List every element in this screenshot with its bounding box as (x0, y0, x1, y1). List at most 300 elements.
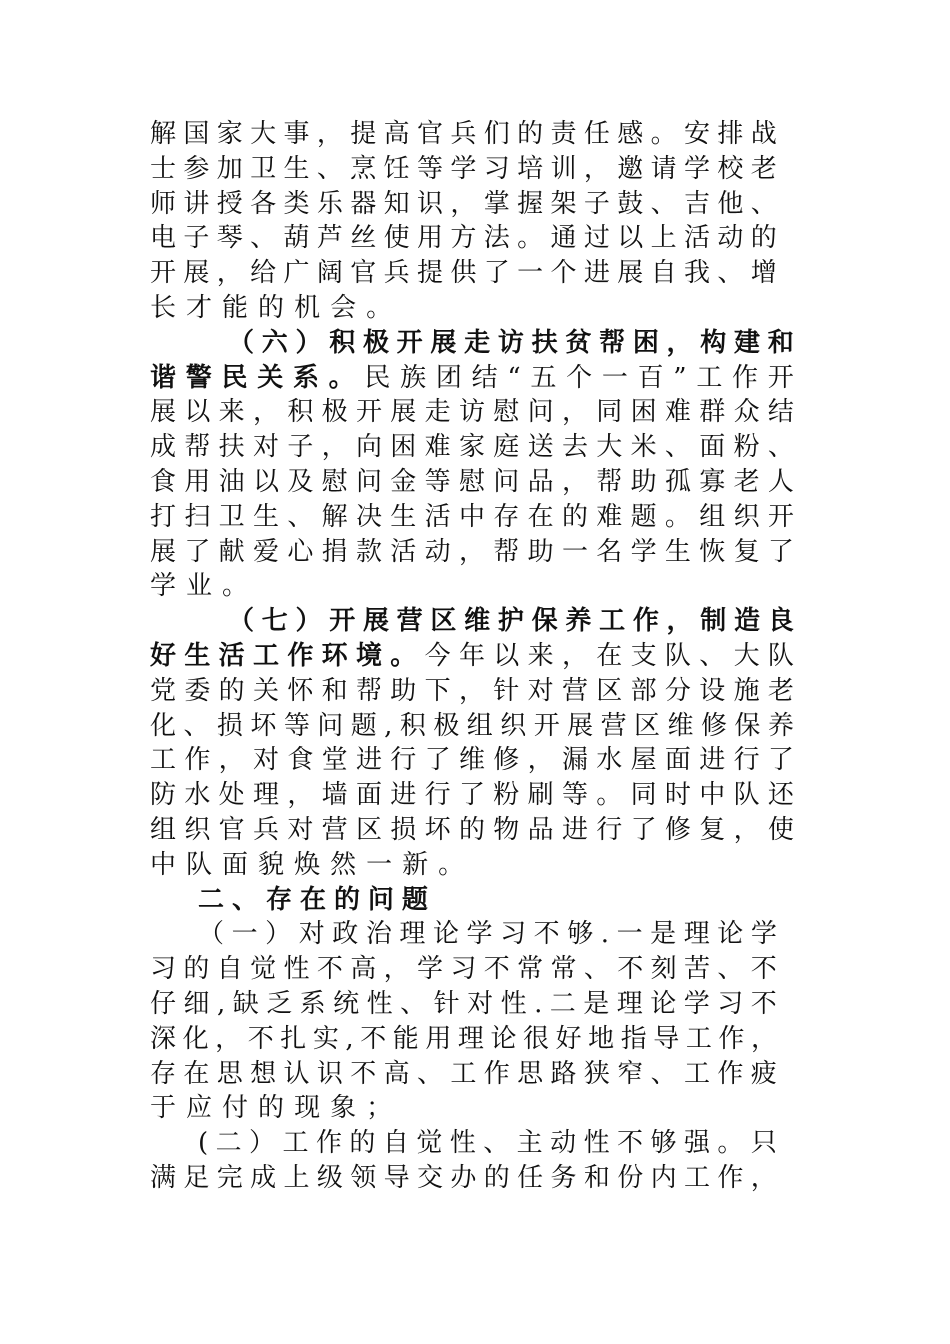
text-char: 极 (433, 710, 460, 741)
text-char: 象 (330, 1093, 357, 1124)
text-char: 等 (561, 780, 588, 811)
text-char: 织 (733, 501, 760, 532)
text-char: 损 (390, 815, 417, 845)
text-char: 设 (699, 675, 726, 706)
text-char: 个 (550, 258, 577, 289)
text-char: 强 (683, 1128, 710, 1159)
text-char: 在 (596, 641, 623, 671)
text-char: 性 (583, 1128, 610, 1159)
text-char: 困 (630, 397, 657, 428)
text-char: 动 (550, 1128, 577, 1159)
text-char: 问 (355, 467, 382, 497)
text-char: 队 (186, 849, 213, 880)
text-char: 、 (717, 954, 744, 985)
text-char: 高 (383, 1058, 410, 1089)
text-char: 够 (650, 1128, 677, 1159)
text-char: 工 (684, 1163, 711, 1193)
text-line (150, 290, 393, 326)
text-char: 还 (767, 780, 794, 811)
text-char: 饪 (383, 153, 410, 184)
text-char: 庭 (493, 432, 520, 463)
text-char: 交 (417, 1163, 444, 1193)
text-char: 族 (400, 362, 427, 393)
text-char: 任 (517, 1163, 544, 1193)
text-char: 政 (332, 919, 359, 950)
text-char: 访 (497, 327, 524, 358)
text-line (150, 360, 794, 396)
text-char: 貌 (258, 849, 285, 880)
text-char: 满 (150, 1163, 177, 1193)
text-char: 们 (483, 119, 510, 149)
text-char: 金 (390, 467, 417, 497)
text-char: 团 (435, 362, 462, 393)
text-char: 一 (517, 258, 544, 289)
text-char: 提 (417, 258, 444, 289)
text-char: 子 (583, 188, 610, 219)
text-char: 了 (767, 745, 794, 776)
text-char: 动 (717, 223, 744, 254)
text-char: 部 (630, 675, 657, 706)
text-char: 油 (218, 467, 245, 497)
text-char: 用 (425, 1023, 452, 1054)
text-char: 。 (650, 119, 677, 149)
text-char: 人 (767, 467, 794, 497)
text-char: ， (458, 536, 485, 567)
text-char: 的 (561, 501, 588, 532)
text-char: 丝 (350, 223, 377, 254)
text-line (150, 986, 777, 1022)
text-char: 疲 (750, 1058, 777, 1089)
text-char: 邀 (617, 153, 644, 184)
text-char: 领 (350, 1163, 377, 1193)
text-char: 关 (257, 362, 284, 393)
text-char: 论 (717, 919, 744, 950)
text-char: 决 (355, 501, 382, 532)
text-char: 二 (215, 1128, 242, 1159)
text-char: 习 (450, 954, 477, 985)
text-line (150, 1021, 777, 1057)
text-char: 生 (283, 153, 310, 184)
text-char: ， (561, 641, 588, 671)
text-char: 责 (550, 119, 577, 149)
text-char: 物 (493, 815, 520, 845)
text-char: ； (366, 1093, 393, 1124)
text-char: ） (295, 606, 322, 637)
text-char: 完 (216, 1163, 243, 1193)
text-char: 架 (550, 188, 577, 219)
text-char: 化 (182, 1023, 209, 1054)
text-char: 款 (355, 536, 382, 567)
text-char: 行 (424, 780, 451, 811)
text-char: 学 (466, 919, 493, 950)
text-char: 份 (617, 1163, 644, 1193)
text-char: 保 (531, 606, 558, 637)
text-char: 缺 (232, 989, 259, 1019)
text-char: 工 (696, 362, 723, 393)
text-char: 校 (717, 153, 744, 184)
text-char: 识 (316, 1058, 343, 1089)
text-char: 复 (699, 815, 726, 845)
text-char: 困 (632, 327, 659, 358)
text-line (150, 464, 794, 500)
text-char: 子 (183, 223, 210, 254)
text-char: . (534, 989, 543, 1019)
text-char: 很 (523, 1023, 550, 1054)
text-char: 分 (664, 675, 691, 706)
text-char: 名 (596, 536, 623, 567)
text-char: 对 (467, 989, 494, 1019)
text-char: 良 (767, 606, 794, 637)
text-char: 展 (567, 710, 594, 741)
text-char: 狭 (583, 1058, 610, 1089)
text-char: 高 (350, 954, 377, 985)
text-char: 护 (497, 606, 524, 637)
text-char: 扎 (280, 1023, 307, 1054)
text-char: 、 (583, 954, 610, 985)
text-char: 工 (252, 641, 279, 671)
text-char: ， (666, 327, 693, 358)
text-char: ， (218, 745, 245, 776)
text-line (198, 1125, 777, 1161)
text-char: ” (673, 362, 687, 393)
text-char: 兵 (450, 119, 477, 149)
text-char: 题 (350, 710, 377, 741)
text-char: 和 (767, 327, 794, 358)
text-char: 是 (650, 919, 677, 950)
text-char: 在 (527, 501, 554, 532)
text-char: ， (458, 675, 485, 706)
text-char: 向 (355, 432, 382, 463)
text-char: 电 (150, 223, 177, 254)
text-char: 帮 (184, 432, 211, 463)
text-char: 使 (383, 223, 410, 254)
text-char: 习 (483, 153, 510, 184)
text-char: 识 (417, 188, 444, 219)
text-char: 在 (183, 1058, 210, 1089)
text-line (150, 1056, 777, 1092)
text-char: 成 (250, 1163, 277, 1193)
text-char: 积 (329, 327, 356, 358)
text-line (150, 777, 794, 813)
text-char: 、 (483, 1128, 510, 1159)
text-char: 开 (329, 606, 356, 637)
text-char: 以 (493, 641, 520, 671)
text-line (150, 429, 794, 465)
text-char: 助 (390, 675, 417, 706)
text-char: 。 (596, 780, 623, 811)
text-char: 、 (183, 710, 210, 741)
text-char: 足 (183, 1163, 210, 1193)
text-char: 题 (630, 501, 657, 532)
text-char: 帮 (599, 327, 626, 358)
text-char: 走 (464, 327, 491, 358)
text-char: 是 (583, 989, 610, 1019)
text-char: 思 (517, 1058, 544, 1089)
text-char: 粉 (733, 432, 760, 463)
text-char: ， (750, 1023, 777, 1054)
text-char: 老 (733, 467, 760, 497)
text-char: 理 (616, 989, 643, 1019)
text-char: 想 (250, 1058, 277, 1089)
text-char: 觉 (416, 1128, 443, 1159)
text-char: ， (527, 745, 554, 776)
text-char: 展 (390, 397, 417, 428)
text-line (150, 742, 794, 778)
text-char: 学 (450, 153, 477, 184)
text-char: ， (750, 1163, 777, 1193)
text-char: 知 (383, 188, 410, 219)
text-char: 、 (287, 501, 314, 532)
text-char: 学 (150, 571, 177, 602)
text-char: （ (228, 606, 255, 637)
text-char: 造 (734, 606, 761, 637)
text-char: 上 (650, 223, 677, 254)
text-char: 性 (449, 1128, 476, 1159)
text-char: 老 (750, 153, 777, 184)
text-char: 官 (350, 258, 377, 289)
text-char: “ (507, 362, 521, 393)
text-char: 中 (458, 501, 485, 532)
text-char: 的 (183, 954, 210, 985)
text-char: ， (287, 780, 314, 811)
text-char: 动 (424, 536, 451, 567)
text-char: 面 (664, 745, 691, 776)
text-char: 助 (527, 536, 554, 567)
text-char: ( (198, 1128, 209, 1159)
text-char: 组 (699, 501, 726, 532)
text-line (150, 1160, 777, 1196)
text-char: 处 (218, 780, 245, 811)
text-char: 献 (218, 536, 245, 567)
text-char: 工 (450, 1058, 477, 1089)
text-char: 队 (733, 780, 760, 811)
text-char: 慰 (321, 467, 348, 497)
text-char: ， (583, 153, 610, 184)
text-char: 广 (283, 258, 310, 289)
text-char: 子 (287, 432, 314, 463)
text-char: 织 (184, 815, 211, 845)
text-char: 导 (383, 1163, 410, 1193)
text-char: . (600, 919, 610, 950)
text-char: 复 (733, 536, 760, 567)
text-char: 安 (684, 119, 711, 149)
text-char: 他 (717, 188, 744, 219)
text-char: ） (249, 1128, 276, 1159)
text-char: ， (321, 432, 348, 463)
text-char: 通 (550, 223, 577, 254)
text-char: 、 (650, 188, 677, 219)
text-char: 习 (717, 989, 744, 1019)
text-char: 活 (424, 501, 451, 532)
text-char: 作 (718, 1023, 745, 1054)
text-char: 官 (417, 119, 444, 149)
text-char: 兵 (252, 815, 279, 845)
text-char: 营 (600, 710, 627, 741)
text-char: 开 (533, 710, 560, 741)
text-char: 鼓 (617, 188, 644, 219)
text-char: 来 (527, 641, 554, 671)
text-char: 老 (767, 675, 794, 706)
text-char: 掌 (483, 188, 510, 219)
text-char: 。 (717, 1128, 744, 1159)
text-char: 送 (527, 432, 554, 463)
text-line (150, 1090, 393, 1126)
text-char: 了 (184, 536, 211, 567)
text-char: 任 (583, 119, 610, 149)
text-char: 织 (500, 710, 527, 741)
text-char: ， (383, 954, 410, 985)
text-char: 区 (596, 675, 623, 706)
text-char: 水 (184, 780, 211, 811)
text-char: 法 (483, 223, 510, 254)
text-char: 使 (767, 815, 794, 845)
text-char: 一 (601, 362, 628, 393)
text-char: 开 (355, 397, 382, 428)
text-char: 问 (493, 467, 520, 497)
text-line (150, 116, 777, 152)
text-line (150, 847, 465, 883)
text-char: 修 (664, 815, 691, 845)
text-char: 、 (750, 188, 777, 219)
text-char: 付 (222, 1093, 249, 1124)
text-char: 作 (632, 606, 659, 637)
text-char: 开 (767, 501, 794, 532)
text-char: 结 (767, 397, 794, 428)
text-line (150, 568, 250, 604)
text-char: 行 (596, 815, 623, 845)
text-char: 维 (458, 745, 485, 776)
text-char: 一 (366, 849, 393, 880)
text-char: 工 (282, 1128, 309, 1159)
text-char: ） (265, 919, 292, 950)
text-char: ， (450, 188, 477, 219)
text-char: 应 (186, 1093, 213, 1124)
text-char: 二 (549, 989, 576, 1019)
text-char: 了 (483, 258, 510, 289)
text-char: 系 (299, 989, 326, 1019)
text-char: 维 (667, 710, 694, 741)
text-char: 谐 (150, 362, 177, 393)
text-char: 活 (218, 641, 245, 671)
text-line (150, 255, 777, 291)
text-char: 握 (517, 188, 544, 219)
text-char: 组 (466, 710, 493, 741)
text-char: 阔 (316, 258, 343, 289)
text-char: ） (295, 327, 322, 358)
text-char: 修 (493, 745, 520, 776)
text-line (228, 325, 794, 361)
text-char: 战 (750, 119, 777, 149)
text-char: 作 (184, 745, 211, 776)
text-char: 了 (767, 536, 794, 567)
text-char: 构 (700, 327, 727, 358)
text-char: 、 (650, 1058, 677, 1089)
text-line (150, 708, 794, 744)
text-char: 的 (258, 293, 285, 323)
text-char: 队 (664, 641, 691, 671)
text-char: 的 (218, 675, 245, 706)
text-char: 贫 (565, 327, 592, 358)
text-char: 性 (366, 989, 393, 1019)
text-char: 品 (527, 467, 554, 497)
text-char: 家 (458, 432, 485, 463)
text-char: 支 (630, 641, 657, 671)
text-char: 作 (315, 1128, 342, 1159)
text-char: 方 (450, 223, 477, 254)
text-char: 孤 (664, 467, 691, 497)
text-char: 生 (252, 501, 279, 532)
text-char: 修 (700, 710, 727, 741)
text-char: 地 (588, 1023, 615, 1054)
text-char: 工 (599, 606, 626, 637)
text-char: 能 (392, 1023, 419, 1054)
text-char: 打 (150, 501, 177, 532)
text-char: 区 (430, 606, 457, 637)
text-char: 。 (517, 223, 544, 254)
text-char: 工 (685, 1023, 712, 1054)
text-char: 作 (717, 1163, 744, 1193)
text-char: 机 (294, 293, 321, 323)
text-char: 不 (750, 954, 777, 985)
text-char: 等 (424, 467, 451, 497)
text-char: 细 (183, 989, 210, 1019)
text-char: 不 (533, 919, 560, 950)
text-char: 业 (186, 571, 213, 602)
text-char: 和 (321, 675, 348, 706)
text-char: 只 (750, 1128, 777, 1159)
text-char: 施 (733, 675, 760, 706)
text-char: 心 (287, 536, 314, 567)
text-char: 存 (265, 884, 292, 915)
text-char: 不 (316, 954, 343, 985)
text-char: 乐 (316, 188, 343, 219)
text-char: 粉 (493, 780, 520, 811)
text-char: 学 (750, 919, 777, 950)
text-char: 了 (424, 745, 451, 776)
text-char: 来 (218, 397, 245, 428)
text-char: 生 (664, 536, 691, 567)
text-char: 民 (221, 362, 248, 393)
text-char: 常 (550, 954, 577, 985)
text-char: 过 (583, 223, 610, 254)
text-line (150, 638, 794, 674)
text-char: 营 (396, 606, 423, 637)
text-char: 性 (500, 989, 527, 1019)
text-char: 的 (458, 815, 485, 845)
text-char: 养 (767, 710, 794, 741)
text-char: 坏 (250, 710, 277, 741)
text-char: 供 (450, 258, 477, 289)
text-char: 大 (733, 641, 760, 671)
text-char: 以 (617, 223, 644, 254)
text-char: 好 (150, 641, 177, 671)
text-char: 生 (390, 501, 417, 532)
text-line (228, 603, 794, 639)
text-char: 队 (767, 641, 794, 671)
text-char: 众 (733, 397, 760, 428)
text-char: 。 (328, 362, 355, 393)
text-char: 够 (567, 919, 594, 950)
text-char: 刷 (527, 780, 554, 811)
text-char: 墙 (321, 780, 348, 811)
text-char: 损 (216, 710, 243, 741)
text-char: ， (316, 119, 343, 149)
text-char: 积 (399, 710, 426, 741)
text-char: 境 (355, 641, 382, 671)
text-char: 结 (471, 362, 498, 393)
text-char: 针 (493, 675, 520, 706)
text-char: 一 (616, 919, 643, 950)
